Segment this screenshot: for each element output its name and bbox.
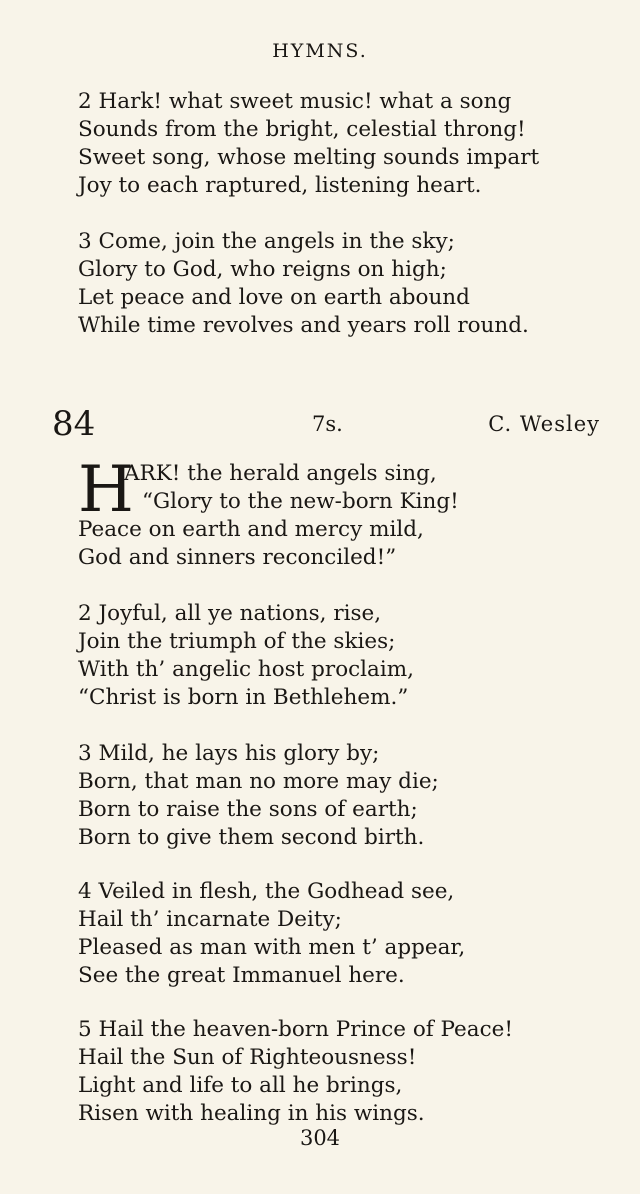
verse-line: Hail the Sun of Righteousness!	[78, 1045, 417, 1070]
verse-line: Born, that man no more may die;	[78, 769, 439, 794]
hymn-stanza-2	[78, 600, 608, 712]
previous-hymn-stanza-2	[78, 88, 608, 200]
verse-line: Sounds from the bright, celestial throng!	[78, 117, 526, 142]
hymn-stanza-5	[78, 1016, 608, 1128]
verse-line: ARK! the herald angels sing,	[124, 461, 437, 486]
verse-line: Let peace and love on earth abound	[78, 285, 470, 310]
previous-hymn-stanza-3	[78, 228, 608, 340]
verse-line: Hail th’ incarnate Deity;	[78, 907, 342, 932]
verse-line: 2 Hark! what sweet music! what a song	[78, 89, 512, 114]
verse-line: Sweet song, whose melting sounds impart	[78, 145, 540, 170]
hymn-meter: 7s.	[312, 412, 343, 436]
verse-line: Peace on earth and mercy mild,	[78, 517, 424, 542]
verse-line: Pleased as man with men t’ appear,	[78, 935, 466, 960]
hymn-header	[52, 404, 600, 450]
hymn-author: C. Wesley	[488, 412, 600, 436]
verse-line: Join the triumph of the skies;	[78, 629, 396, 654]
hymn-stanza-4	[78, 878, 608, 990]
drop-cap: H	[78, 453, 134, 527]
hymn-number: 84	[52, 404, 96, 444]
verse-line: “Christ is born in Bethlehem.”	[78, 685, 409, 710]
verse-line: 4 Veiled in flesh, the Godhead see,	[78, 879, 455, 904]
verse-line: “Glory to the new-born King!	[142, 489, 459, 514]
hymn-stanza-1-opening	[124, 460, 604, 516]
verse-line: With th’ angelic host proclaim,	[78, 657, 414, 682]
running-head: HYMNS.	[272, 40, 368, 62]
verse-line: While time revolves and years roll round.	[78, 313, 529, 338]
verse-line: God and sinners reconciled!”	[78, 545, 397, 570]
hymn-stanza-1-rest	[78, 516, 608, 572]
verse-line: Joy to each raptured, listening heart.	[78, 173, 482, 198]
page-number: 304	[299, 1126, 341, 1150]
verse-line: 2 Joyful, all ye nations, rise,	[78, 601, 382, 626]
hymn-stanza-3	[78, 740, 608, 852]
verse-line: 3 Mild, he lays his glory by;	[78, 741, 380, 766]
verse-line: Light and life to all he brings,	[78, 1073, 403, 1098]
verse-line: Born to give them second birth.	[78, 825, 425, 850]
verse-line: 3 Come, join the angels in the sky;	[78, 229, 455, 254]
verse-line: Born to raise the sons of earth;	[78, 797, 418, 822]
verse-line: 5 Hail the heaven-born Prince of Peace!	[78, 1017, 513, 1042]
verse-line: Risen with healing in his wings.	[78, 1101, 425, 1126]
verse-line: See the great Immanuel here.	[78, 963, 405, 988]
verse-line: Glory to God, who reigns on high;	[78, 257, 447, 282]
